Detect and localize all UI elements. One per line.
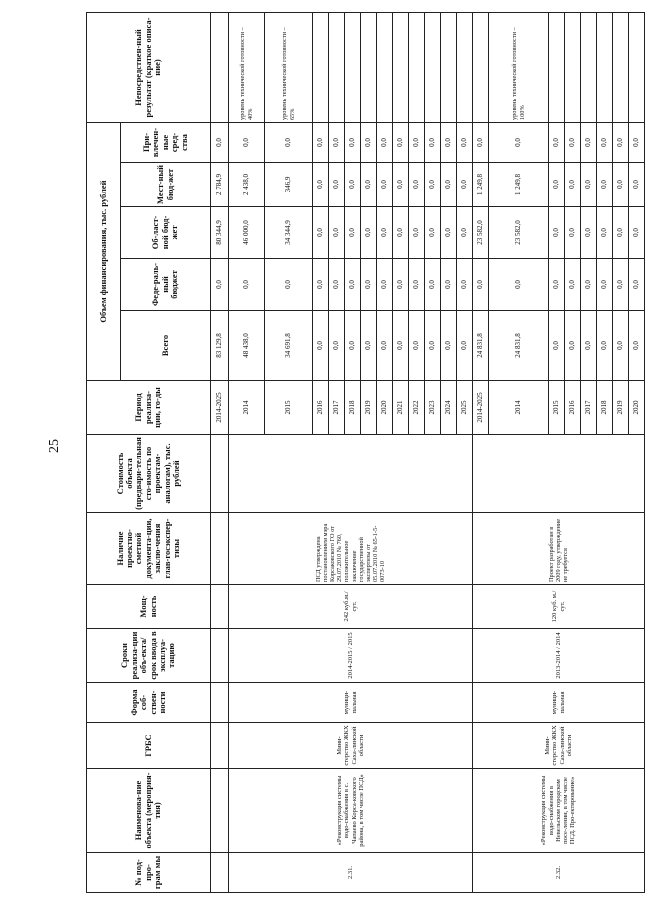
cell-result: уровень технической готовности – 40% <box>229 13 265 123</box>
object-num: 2.32. <box>473 853 645 893</box>
cell-result <box>441 13 457 123</box>
object-docs: Проект разработан в 2009 году, утверждение не требуется <box>473 513 645 585</box>
object-cost <box>473 435 645 513</box>
cell-federal: 0,0 <box>457 259 473 311</box>
cell-local: 0,0 <box>361 163 377 207</box>
cell-total: 0,0 <box>329 311 345 381</box>
cell-regional: 23 582,0 <box>473 207 489 259</box>
cell-attracted: 0,0 <box>409 123 425 163</box>
cell-attracted: 0,0 <box>265 123 313 163</box>
cell-federal: 0,0 <box>613 259 629 311</box>
header-attracted: При-влечен-ные сред-ства <box>121 123 211 163</box>
header-ownership: Форма соб-ствен-ности <box>87 683 211 723</box>
cell-result <box>409 13 425 123</box>
cell-regional: 0,0 <box>457 207 473 259</box>
header-grbs: ГРБС <box>87 723 211 769</box>
cell-federal: 0,0 <box>565 259 581 311</box>
cell-federal: 0,0 <box>473 259 489 311</box>
cell-total: 0,0 <box>313 311 329 381</box>
cell-period: 2025 <box>457 381 473 435</box>
table-row <box>211 13 229 893</box>
cell-local: 0,0 <box>549 163 565 207</box>
cell-total: 0,0 <box>597 311 613 381</box>
cell-period: 2019 <box>613 381 629 435</box>
cell-local: 2 438,0 <box>229 163 265 207</box>
cell-regional: 23 582,0 <box>489 207 549 259</box>
cell-result <box>581 13 597 123</box>
cell-federal: 0,0 <box>211 259 229 311</box>
cell-local: 0,0 <box>629 163 645 207</box>
cell-result <box>457 13 473 123</box>
cell-period: 2014 <box>489 381 549 435</box>
cell-regional: 0,0 <box>393 207 409 259</box>
cell-attracted: 0,0 <box>473 123 489 163</box>
cell-local: 0,0 <box>441 163 457 207</box>
cell-federal: 0,0 <box>345 259 361 311</box>
header-financing: Объем финансирования, тыс. рублей <box>87 123 121 381</box>
header-regional: Об-ласт-ной бюд-жет <box>121 207 211 259</box>
header-docs: Наличие проектно-сметной документа-ции, заклю-чения глав-госэкспер-тизы <box>87 513 211 585</box>
object-ownership: муници-пальная <box>229 683 473 723</box>
object-name: «Реконструкция системы водо-снабжения в с. Чапаево Корса-ковского района, в том числе ПСД» <box>229 769 473 853</box>
cell-attracted: 0,0 <box>313 123 329 163</box>
object-num: 2.31. <box>229 853 473 893</box>
cell-total: 0,0 <box>441 311 457 381</box>
cell-attracted: 0,0 <box>581 123 597 163</box>
table-row <box>473 13 489 893</box>
cell-local: 0,0 <box>425 163 441 207</box>
cell-local: 0,0 <box>581 163 597 207</box>
cell-local: 0,0 <box>613 163 629 207</box>
cell-result <box>377 13 393 123</box>
cell-attracted: 0,0 <box>329 123 345 163</box>
object-capacity: 242 куб.м./сут. <box>229 585 473 629</box>
cell-federal: 0,0 <box>229 259 265 311</box>
cell-period: 2014-2025 <box>211 381 229 435</box>
cell-federal: 0,0 <box>361 259 377 311</box>
cell-regional: 0,0 <box>565 207 581 259</box>
object-grbs: Мини-стерство ЖКХ Саха-линской области <box>229 723 473 769</box>
cell-total: 0,0 <box>393 311 409 381</box>
cell-regional: 0,0 <box>629 207 645 259</box>
cell-period: 2018 <box>345 381 361 435</box>
cell-attracted: 0,0 <box>393 123 409 163</box>
cell-regional: 0,0 <box>441 207 457 259</box>
cell-total: 0,0 <box>613 311 629 381</box>
cell-regional: 0,0 <box>581 207 597 259</box>
cell-period: 2019 <box>361 381 377 435</box>
header-federal: Феде-раль-ный бюджет <box>121 259 211 311</box>
cell-period: 2016 <box>565 381 581 435</box>
cell-local: 0,0 <box>329 163 345 207</box>
cell-local: 1 249,8 <box>473 163 489 207</box>
cell-regional: 46 000,0 <box>229 207 265 259</box>
cell-result <box>597 13 613 123</box>
cell-result <box>393 13 409 123</box>
cell-attracted: 0,0 <box>565 123 581 163</box>
cell-federal: 0,0 <box>409 259 425 311</box>
cell-federal: 0,0 <box>489 259 549 311</box>
cell-regional: 0,0 <box>597 207 613 259</box>
header-capacity: Мощ-ность <box>87 585 211 629</box>
cell-local: 0,0 <box>393 163 409 207</box>
cell-regional: 0,0 <box>329 207 345 259</box>
cell-result <box>629 13 645 123</box>
cell-result <box>549 13 565 123</box>
cell-result <box>361 13 377 123</box>
cell-total: 0,0 <box>457 311 473 381</box>
cell-total: 0,0 <box>549 311 565 381</box>
cell-local: 0,0 <box>597 163 613 207</box>
cell-period: 2016 <box>313 381 329 435</box>
cell-local: 0,0 <box>345 163 361 207</box>
page-number: 25 <box>47 439 62 453</box>
cell-federal: 0,0 <box>549 259 565 311</box>
cell-federal: 0,0 <box>377 259 393 311</box>
cell-attracted: 0,0 <box>457 123 473 163</box>
cell-attracted: 0,0 <box>441 123 457 163</box>
object-cost <box>229 435 473 513</box>
header-terms: Сроки реализа-ции объ-екта/срок ввода в эксплуа-тацию <box>87 629 211 683</box>
header-period: Период реализа-ции, го-ды <box>87 381 211 435</box>
cell-total: 34 691,8 <box>265 311 313 381</box>
object-capacity: 120 куб. м./сут. <box>473 585 645 629</box>
cell-local: 346,9 <box>265 163 313 207</box>
cell-period: 2018 <box>597 381 613 435</box>
object-terms: 2014-2015 / 2015 <box>229 629 473 683</box>
cell-result <box>613 13 629 123</box>
cell-regional: 0,0 <box>377 207 393 259</box>
cell-regional: 0,0 <box>345 207 361 259</box>
table-row <box>229 13 265 893</box>
cell-attracted: 0,0 <box>229 123 265 163</box>
cell-period: 2017 <box>581 381 597 435</box>
header-cost: Стоимость объекта (предвари-тельная сто-имость по проектам-аналогам), тыс. рублей <box>87 435 211 513</box>
cell-period: 2020 <box>377 381 393 435</box>
cell-federal: 0,0 <box>393 259 409 311</box>
cell-local: 0,0 <box>313 163 329 207</box>
cell-attracted: 0,0 <box>613 123 629 163</box>
cell-total: 83 129,8 <box>211 311 229 381</box>
cell-attracted: 0,0 <box>629 123 645 163</box>
cell-federal: 0,0 <box>629 259 645 311</box>
cell-federal: 0,0 <box>597 259 613 311</box>
cell-attracted: 0,0 <box>597 123 613 163</box>
cell-total: 0,0 <box>425 311 441 381</box>
cell-total: 0,0 <box>361 311 377 381</box>
cell-period: 2017 <box>329 381 345 435</box>
cell-result: уровень технической готовности – 100% <box>489 13 549 123</box>
header-total: Всего <box>121 311 211 381</box>
cell-federal: 0,0 <box>313 259 329 311</box>
cell-period: 2015 <box>549 381 565 435</box>
object-name: «Реконструкция системы водо-снабжения в Невельском городском посе-лении, в том числе ПСД. Про-ектирование» <box>473 769 645 853</box>
cell-regional: 0,0 <box>313 207 329 259</box>
header-local: Мест-ный бюд-жет <box>121 163 211 207</box>
cell-attracted: 0,0 <box>377 123 393 163</box>
cell-regional: 0,0 <box>613 207 629 259</box>
cell-federal: 0,0 <box>425 259 441 311</box>
cell-federal: 0,0 <box>581 259 597 311</box>
cell-federal: 0,0 <box>441 259 457 311</box>
cell-total: 0,0 <box>345 311 361 381</box>
cell-federal: 0,0 <box>329 259 345 311</box>
cell-period: 2020 <box>629 381 645 435</box>
cell-result <box>565 13 581 123</box>
cell-local: 0,0 <box>409 163 425 207</box>
header-name: Наименова-ние объекта (мероприя-тия) <box>87 769 211 853</box>
cell-total: 24 831,8 <box>473 311 489 381</box>
cell-period: 2014-2025 <box>473 381 489 435</box>
financing-table <box>86 12 645 893</box>
cell-total: 48 438,0 <box>229 311 265 381</box>
cell-local: 1 249,8 <box>489 163 549 207</box>
cell-attracted: 0,0 <box>345 123 361 163</box>
cell-total: 0,0 <box>409 311 425 381</box>
cell-total: 0,0 <box>629 311 645 381</box>
cell-regional: 0,0 <box>409 207 425 259</box>
cell-total: 0,0 <box>565 311 581 381</box>
cell-period: 2022 <box>409 381 425 435</box>
cell-local: 0,0 <box>377 163 393 207</box>
cell-local: 0,0 <box>565 163 581 207</box>
header-num: № под-про-грам мы <box>87 853 211 893</box>
cell-period: 2015 <box>265 381 313 435</box>
cell-attracted: 0,0 <box>211 123 229 163</box>
cell-regional: 34 344,9 <box>265 207 313 259</box>
cell-federal: 0,0 <box>265 259 313 311</box>
cell-result <box>313 13 329 123</box>
cell-attracted: 0,0 <box>549 123 565 163</box>
cell-result: уровень технической готовности – 65% <box>265 13 313 123</box>
rotated-page <box>86 13 640 893</box>
cell-local: 0,0 <box>457 163 473 207</box>
cell-attracted: 0,0 <box>489 123 549 163</box>
object-terms: 2013-2014 / 2014 <box>473 629 645 683</box>
cell-regional: 0,0 <box>425 207 441 259</box>
cell-regional: 0,0 <box>549 207 565 259</box>
cell-regional: 0,0 <box>361 207 377 259</box>
object-docs: ПСД утверждена постановлением мэра Корсаковского ГО от 29.07.2010 № 760, положительное заключение государственной экспертизы от 05.07.2010 № 65-1-5-0073-10 <box>229 513 473 585</box>
cell-local: 2 784,9 <box>211 163 229 207</box>
cell-period: 2023 <box>425 381 441 435</box>
cell-result <box>329 13 345 123</box>
cell-period: 2024 <box>441 381 457 435</box>
cell-total: 0,0 <box>377 311 393 381</box>
header-result: Непосредствен-ный результат (краткое описа-ние) <box>87 13 211 123</box>
cell-regional: 80 344,9 <box>211 207 229 259</box>
cell-period: 2014 <box>229 381 265 435</box>
cell-period: 2021 <box>393 381 409 435</box>
cell-attracted: 0,0 <box>425 123 441 163</box>
cell-result <box>345 13 361 123</box>
cell-total: 0,0 <box>581 311 597 381</box>
object-ownership: муници-пальная <box>473 683 645 723</box>
cell-total: 24 831,8 <box>489 311 549 381</box>
object-grbs: Мини-стерство ЖКХ Саха-линской области <box>473 723 645 769</box>
cell-result <box>425 13 441 123</box>
cell-attracted: 0,0 <box>361 123 377 163</box>
